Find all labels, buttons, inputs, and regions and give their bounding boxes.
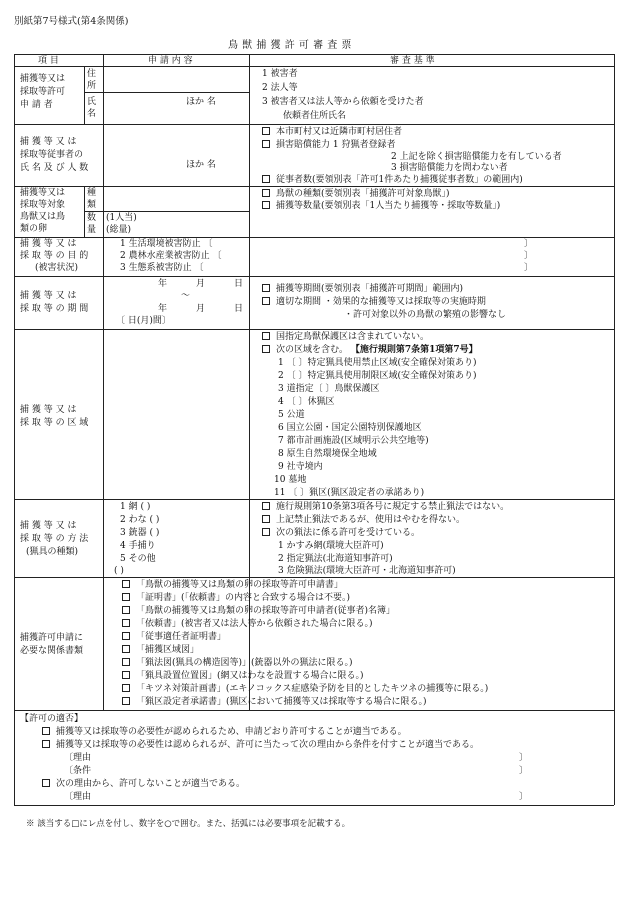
document-item: 「猟具設置位置図」(網又はわなを設置する場合に限る。)	[136, 671, 364, 681]
checkbox[interactable]	[42, 727, 50, 735]
checkbox[interactable]	[262, 189, 270, 197]
document-item: 「依頼書」(被害者又は法人等から依頼された場合に限る。)	[136, 619, 373, 629]
criteria-line: 施行規則第10条第3項各号に規定する禁止猟法ではない。	[276, 502, 510, 512]
criteria-line: 鳥獣の種類(要領別表「捕獲許可対象鳥獣」)	[276, 189, 450, 199]
checkbox[interactable]	[262, 140, 270, 148]
method-item: 4 手捕り	[120, 541, 156, 551]
row-label-line: (被害状況)	[35, 263, 79, 273]
row-label-line: 採取等許可	[20, 87, 66, 97]
area-list-item: 2 〔 〕特定猟具使用制限区域(安全確保対策あり)	[278, 371, 477, 381]
others-count: ほか 名	[186, 160, 216, 170]
document-item: 「キツネ対策計画書」(エキノコックス症感染予防を目的としたキツネの捕獲等に限る。)	[136, 684, 489, 694]
approval-title: 【許可の適否】	[20, 714, 84, 724]
area-list-item: 1 〔 〕特定猟具使用禁止区域(安全確保対策あり)	[278, 358, 477, 368]
row-label-line: 捕獲許可申請に	[20, 633, 84, 643]
checkbox[interactable]	[122, 606, 130, 614]
row-label-line: 必要な関係書類	[20, 646, 84, 656]
document-item: 「猟区設定者承諾書」(猟区において捕獲等又は採取等する場合に限る。)	[136, 697, 427, 707]
method-sub-item: 3 危険猟法(環境大臣許可・北海道知事許可)	[278, 566, 456, 576]
criteria-line: 適切な期間 ・効果的な捕獲等又は採取等の実施時期	[276, 297, 486, 307]
date-month: 月	[196, 304, 206, 314]
criteria-line: 次の猟法に係る許可を受けている。	[276, 528, 421, 538]
bracket-close: 〕	[519, 792, 529, 802]
area-list-item: 11 〔 〕猟区(猟区設定者の承諾あり)	[274, 488, 425, 498]
document-item: 「鳥獣の捕獲等又は鳥類の卵の採取等許可申請書」	[136, 580, 344, 590]
row-label-line: 採 取 等 の 区 域	[20, 418, 89, 428]
checkbox[interactable]	[262, 201, 270, 209]
method-sub-item: 1 かすみ網(環境大臣許可)	[278, 541, 384, 551]
sub-label-type: 種類	[87, 188, 97, 210]
checkbox[interactable]	[262, 284, 270, 292]
criteria-line: 捕獲等数量(要領別表「1人当たり捕獲等・採取等数量」)	[276, 201, 501, 211]
document-item: 「猟法図(猟具の構造図等)」(銃器以外の猟法に限る。)	[136, 658, 353, 668]
document-item: 「鳥獣の捕獲等又は鳥類の卵の採取等許可申請者(従事者)名簿」	[136, 606, 396, 616]
row-label-line: 採取等従事者の	[20, 150, 84, 160]
area-list-item: 7 都市計画施設(区域明示公共空地等)	[278, 436, 429, 446]
criteria-line: 2 上記を除く損害賠償能力を有している者	[391, 152, 562, 162]
date-year: 年	[158, 279, 168, 289]
row-label-line: 採 取 等 の 期 間	[20, 304, 89, 314]
sub-label-quantity: 数量	[87, 213, 97, 235]
row-label-line: 採取等対象	[20, 200, 66, 210]
checkbox[interactable]	[122, 645, 130, 653]
date-month: 月	[196, 279, 206, 289]
checkbox[interactable]	[122, 671, 130, 679]
condition-field: 〔条件	[64, 766, 92, 776]
checkbox[interactable]	[42, 779, 50, 787]
method-sub-item: 2 指定猟法(北海道知事許可)	[278, 554, 393, 564]
date-day: 日	[234, 279, 244, 289]
form-title: 鳥 獣 捕 獲 許 可 審 査 票	[228, 40, 352, 51]
row-label-line: 類の卵	[20, 224, 48, 234]
row-label-line: 捕 獲 等 又 は	[20, 405, 77, 415]
criteria-line: 損害賠償能力 1 狩猟者登録者	[276, 140, 396, 150]
criteria-line: 国指定鳥獣保護区は含まれていない。	[276, 332, 430, 342]
checkbox[interactable]	[262, 127, 270, 135]
method-item: 2 わな ( )	[120, 515, 160, 525]
sub-label-address: 住所	[87, 69, 97, 91]
bracket-close: 〕	[524, 263, 534, 273]
criteria-line: 3 被害者又は法人等から依頼を受けた者	[262, 97, 424, 107]
row-label-line: 捕 獲 等 又 は	[20, 521, 77, 531]
bracket-close: 〕	[519, 766, 529, 776]
reason-field: 〔理由	[64, 792, 92, 802]
form-number: 別紙第7号様式(第4条関係)	[14, 16, 129, 27]
checkbox[interactable]	[122, 697, 130, 705]
reason-field: 〔理由	[64, 753, 92, 763]
footnote: ※ 該当する□にレ点を付し、数字を○で囲む。また、括弧には必要事項を記載する。	[26, 819, 351, 829]
bracket-close: 〕	[524, 239, 534, 249]
area-list-item: 8 原生自然環境保全地域	[278, 449, 377, 459]
criteria-line: 本市町村又は近隣市町村居住者	[276, 127, 403, 137]
criteria-line: 2 法人等	[262, 83, 298, 93]
area-list-item: 10 墓地	[274, 475, 307, 485]
per-person-label: (1人当)	[106, 213, 137, 223]
checkbox[interactable]	[122, 619, 130, 627]
method-item: 1 網 ( )	[120, 502, 151, 512]
criteria-line: 捕獲等期間(要領別表「捕獲許可期間」範囲内)	[276, 284, 464, 294]
row-label-line: 採 取 等 の 目 的	[20, 251, 89, 261]
criteria-reference: 【施行規則第7条第1項第7号】	[350, 345, 478, 355]
row-label-line: 氏 名 及 び 人 数	[20, 163, 89, 173]
total-label: (総量)	[106, 225, 132, 235]
criteria-line: 1 被害者	[262, 69, 298, 79]
approval-option: 捕獲等又は採取等の必要性が認められるため、申請どおり許可することが適当である。	[56, 727, 407, 737]
row-label-line: 申 請 者	[20, 100, 53, 110]
column-header-criteria: 審 査 基 準	[390, 56, 435, 66]
date-year: 年	[158, 304, 168, 314]
checkbox[interactable]	[262, 528, 270, 536]
bracket-close: 〕	[524, 251, 534, 261]
row-label-line: 捕 獲 等 又 は	[20, 291, 77, 301]
checkbox[interactable]	[262, 515, 270, 523]
sub-label-name: 氏名	[87, 97, 97, 119]
document-item: 「従事適任者証明書」	[136, 632, 227, 642]
approval-option: 次の理由から、許可しないことが適当である。	[56, 779, 246, 789]
document-item: 「証明書」(「依頼書」の内容と合致する場合は不要。)	[136, 593, 351, 603]
row-label-line: 鳥獣又は鳥	[20, 212, 66, 222]
area-list-item: 3 道指定〔 〕鳥獣保護区	[278, 384, 380, 394]
row-label-line: 捕 獲 等 又 は	[20, 137, 77, 147]
checkbox[interactable]	[262, 332, 270, 340]
checkbox[interactable]	[122, 658, 130, 666]
bracket-close: 〕	[519, 753, 529, 763]
area-list-item: 4 〔 〕休猟区	[278, 397, 335, 407]
approval-option: 捕獲等又は採取等の必要性は認められるが、許可に当たって次の理由から条件を付すことが適当である。	[56, 740, 480, 750]
criteria-line: 上記禁止猟法であるが、使用はやむを得ない。	[276, 515, 466, 525]
document-item: 「捕獲区域図」	[136, 645, 200, 655]
method-item: 5 その他	[120, 554, 156, 564]
purpose-item: 2 農林水産業被害防止 〔	[120, 251, 222, 261]
others-count: ほか 名	[186, 97, 216, 107]
method-item: ( )	[114, 566, 124, 576]
row-label-line: 捕獲等又は	[20, 188, 66, 198]
area-list-item: 9 社寺境内	[278, 462, 323, 472]
checkbox[interactable]	[262, 502, 270, 510]
checkbox[interactable]	[262, 175, 270, 183]
area-list-item: 5 公道	[278, 410, 305, 420]
criteria-line: 3 損害賠償能力を問わない者	[391, 163, 508, 173]
area-list-item: 6 国立公園・国定公園特別保護地区	[278, 423, 422, 433]
criteria-line: ・許可対象以外の鳥獣の繁殖の影響なし	[344, 310, 507, 320]
checkbox[interactable]	[122, 632, 130, 640]
date-range-tilde: 〜	[181, 291, 191, 301]
row-label-line: 採 取 等 の 方 法	[20, 534, 89, 544]
checkbox[interactable]	[262, 345, 270, 353]
duration-label: 〔 日(月)間〕	[116, 316, 171, 326]
row-label-line: (猟具の種類)	[26, 547, 79, 557]
row-label-line: 捕獲等又は	[20, 74, 66, 84]
column-header-application: 申 請 内 容	[148, 56, 193, 66]
purpose-item: 1 生活環境被害防止 〔	[120, 239, 213, 249]
checkbox[interactable]	[122, 580, 130, 588]
purpose-item: 3 生態系被害防止 〔	[120, 263, 204, 273]
criteria-line: 従事者数(要領別表「許可1件あたり捕獲従事者数」の範囲内)	[276, 175, 523, 185]
date-day: 日	[234, 304, 244, 314]
checkbox[interactable]	[262, 297, 270, 305]
column-header-item: 項 目	[38, 56, 59, 66]
criteria-line: 依頼者住所氏名	[283, 111, 347, 121]
criteria-line: 次の区域を含む。	[276, 345, 349, 355]
checkbox[interactable]	[122, 684, 130, 692]
checkbox[interactable]	[42, 740, 50, 748]
row-label-line: 捕 獲 等 又 は	[20, 239, 77, 249]
checkbox[interactable]	[122, 593, 130, 601]
method-item: 3 銃器 ( )	[120, 528, 160, 538]
